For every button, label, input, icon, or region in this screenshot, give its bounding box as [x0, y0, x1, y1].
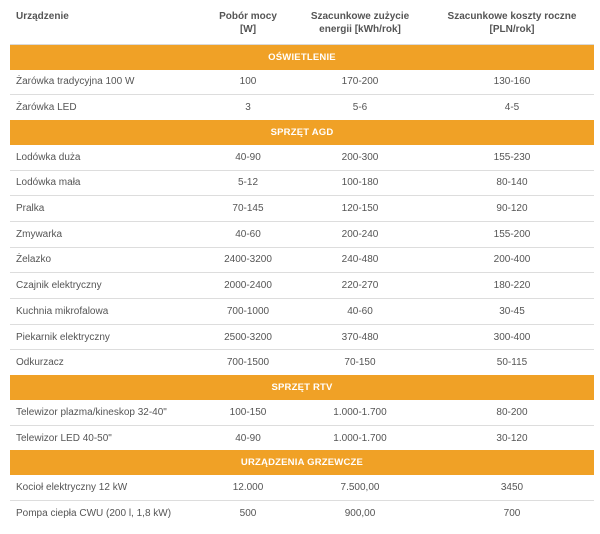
- cell-power: 40-90: [206, 145, 290, 170]
- table-row: [10, 400, 594, 425]
- table-row: [10, 299, 594, 325]
- cell-energy: 170-200: [290, 70, 430, 95]
- section-title: SPRZĘT AGD: [10, 120, 594, 145]
- cell-device: Piekarnik elektryczny: [10, 324, 206, 350]
- cell-cost: 130-160: [430, 70, 594, 95]
- cell-energy: 40-60: [290, 299, 430, 325]
- table-row: [10, 145, 594, 170]
- cell-cost: 30-45: [430, 299, 594, 325]
- cell-energy: 1.000-1.700: [333, 432, 387, 444]
- cell-device: Żarówka tradycyjna 100 W: [10, 70, 206, 95]
- table-row: [10, 196, 594, 222]
- column-header-energy: Szacunkowe zużycie energii [kWh/rok]: [310, 11, 410, 35]
- cell-device: Czajnik elektryczny: [10, 273, 206, 299]
- cell-energy: 370-480: [290, 324, 430, 350]
- section-title: SPRZĘT RTV: [10, 375, 594, 400]
- cell-device: Lodówka mała: [10, 170, 206, 196]
- cell-power: 40-90: [235, 432, 261, 444]
- table-row: [10, 324, 594, 350]
- cell-cost: 80-140: [430, 170, 594, 196]
- cell-energy: 70-150: [344, 357, 376, 369]
- cell-device: Zmywarka: [10, 221, 206, 247]
- table-row: [10, 95, 594, 120]
- column-header-device: Urządzenie: [16, 11, 69, 22]
- table-body: [10, 44, 594, 526]
- cell-energy: 120-150: [290, 196, 430, 222]
- cell-power: 100-150: [206, 400, 290, 425]
- section-header-row: [10, 450, 594, 475]
- cell-device: Żelazko: [10, 247, 206, 273]
- table-row: [10, 273, 594, 299]
- cell-energy: 200-300: [290, 145, 430, 170]
- energy-table-container: [10, 0, 594, 526]
- cell-power: 100: [206, 70, 290, 95]
- table-row: [10, 170, 594, 196]
- table-row: [10, 70, 594, 95]
- section-header-row: [10, 375, 594, 400]
- section-title: OŚWIETLENIE: [10, 44, 594, 70]
- cell-device: Pompa ciepła CWU (200 l, 1,8 kW): [16, 507, 172, 519]
- cell-energy: 220-270: [290, 273, 430, 299]
- cell-device: Telewizor plazma/kineskop 32-40": [10, 400, 206, 425]
- cell-power: 2000-2400: [206, 273, 290, 299]
- cell-power: 2500-3200: [206, 324, 290, 350]
- table-row: [10, 425, 594, 450]
- cell-cost: 700: [503, 507, 521, 519]
- cell-energy: 100-180: [290, 170, 430, 196]
- cell-cost: 200-400: [430, 247, 594, 273]
- column-header-cost: Szacunkowe koszty roczne [PLN/rok]: [447, 11, 577, 35]
- cell-device: Lodówka duża: [10, 145, 206, 170]
- table-row: [10, 475, 594, 500]
- cell-energy: 5-6: [352, 102, 368, 114]
- energy-consumption-table: [10, 6, 594, 526]
- cell-power: 2400-3200: [206, 247, 290, 273]
- cell-power: 500: [239, 507, 257, 519]
- cell-cost: 300-400: [430, 324, 594, 350]
- cell-power: 700-1000: [206, 299, 290, 325]
- cell-device: Kuchnia mikrofalowa: [10, 299, 206, 325]
- cell-cost: 155-230: [430, 145, 594, 170]
- cell-cost: 80-200: [430, 400, 594, 425]
- cell-power: 40-60: [206, 221, 290, 247]
- column-header-power: Pobór mocy [W]: [219, 11, 277, 35]
- cell-cost: 180-220: [430, 273, 594, 299]
- cell-cost: 155-200: [430, 221, 594, 247]
- section-header-row: [10, 120, 594, 145]
- cell-energy: 1.000-1.700: [290, 400, 430, 425]
- cell-energy: 200-240: [290, 221, 430, 247]
- section-title: URZĄDZENIA GRZEWCZE: [10, 450, 594, 475]
- cell-energy: 900,00: [344, 507, 376, 519]
- cell-cost: 4-5: [504, 102, 520, 114]
- table-header-row: [10, 6, 594, 44]
- table-row: [10, 501, 594, 526]
- cell-power: 12.000: [206, 475, 290, 500]
- cell-device: Odkurzacz: [16, 357, 64, 369]
- cell-power: 5-12: [206, 170, 290, 196]
- cell-power: 3: [245, 102, 251, 114]
- cell-power: 700-1500: [226, 357, 270, 369]
- cell-cost: 90-120: [430, 196, 594, 222]
- table-row: [10, 247, 594, 273]
- table-row: [10, 221, 594, 247]
- cell-energy: 7.500,00: [290, 475, 430, 500]
- cell-cost: 50-115: [496, 357, 528, 369]
- cell-device: Żarówka LED: [16, 102, 77, 114]
- cell-power: 70-145: [206, 196, 290, 222]
- cell-device: Telewizor LED 40-50": [16, 432, 112, 444]
- cell-device: Kocioł elektryczny 12 kW: [10, 475, 206, 500]
- section-header-row: [10, 44, 594, 70]
- table-row: [10, 350, 594, 375]
- cell-cost: 30-120: [496, 432, 528, 444]
- cell-cost: 3450: [430, 475, 594, 500]
- cell-energy: 240-480: [290, 247, 430, 273]
- cell-device: Pralka: [10, 196, 206, 222]
